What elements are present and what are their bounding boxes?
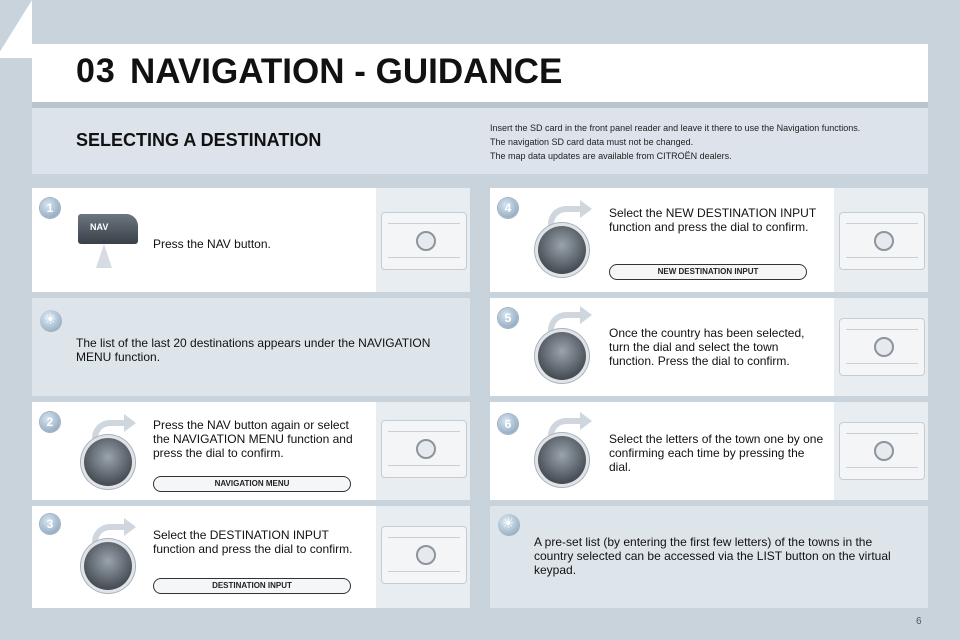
step-3-badge: 3 [40, 514, 60, 534]
page-number: 6 [916, 616, 922, 627]
radio-panel-icon [381, 212, 467, 270]
info-line-2: The navigation SD card data must not be changed. [490, 137, 694, 147]
radio-panel-icon [839, 318, 925, 376]
radio-panel-icon [381, 420, 467, 478]
destination-input-label: DESTINATION INPUT [153, 578, 351, 594]
step-5-text: Once the country has been selected, turn the dial and select the town function. Press the dial to confirm. [609, 326, 805, 368]
dial-icon [84, 438, 132, 486]
radio-panel-icon [381, 526, 467, 584]
nav-button-icon: NAV [78, 214, 138, 244]
press-arrow-icon [96, 244, 112, 268]
step-1-badge: 1 [40, 198, 60, 218]
tip-2-text: A pre-set list (by entering the first few letters) of the towns in the country selected can be accessed via the LIST button on the virtual keypad. [534, 535, 891, 577]
dial-icon [538, 332, 586, 380]
info-line-1: Insert the SD card in the front panel reader and leave it there to use the Navigation functions. [490, 123, 861, 133]
step-3-text: Select the DESTINATION INPUT function and press the dial to confirm. [153, 528, 353, 556]
step-2-badge: 2 [40, 412, 60, 432]
step-6-badge: 6 [498, 414, 518, 434]
tip-lightbulb-icon [498, 514, 520, 536]
dial-icon [538, 436, 586, 484]
section-title: SELECTING A DESTINATION [76, 130, 322, 150]
step-4-badge: 4 [498, 198, 518, 218]
chapter-number: 03 [76, 52, 116, 90]
info-text [490, 121, 860, 163]
dial-icon [84, 542, 132, 590]
new-destination-input-label: NEW DESTINATION INPUT [609, 264, 807, 280]
step-2-text: Press the NAV button again or select the NAVIGATION MENU function and press the dial to confirm. [153, 418, 353, 460]
step-4-text: Select the NEW DESTINATION INPUT function and press the dial to confirm. [609, 206, 816, 234]
radio-panel-icon [839, 212, 925, 270]
step-1-text: Press the NAV button. [153, 237, 271, 251]
page-title: NAVIGATION - GUIDANCE [130, 52, 563, 91]
step-6-text: Select the letters of the town one by one confirming each time by pressing the dial. [609, 432, 824, 474]
dial-icon [538, 226, 586, 274]
tip-1-text: The list of the last 20 destinations appears under the NAVIGATION MENU function. [76, 336, 431, 364]
header-tab-decoration [0, 0, 32, 58]
tip-lightbulb-icon [40, 310, 62, 332]
step-5-badge: 5 [498, 308, 518, 328]
navigation-menu-label: NAVIGATION MENU [153, 476, 351, 492]
radio-panel-icon [839, 422, 925, 480]
info-line-3: The map data updates are available from CITROËN dealers. [490, 151, 732, 161]
